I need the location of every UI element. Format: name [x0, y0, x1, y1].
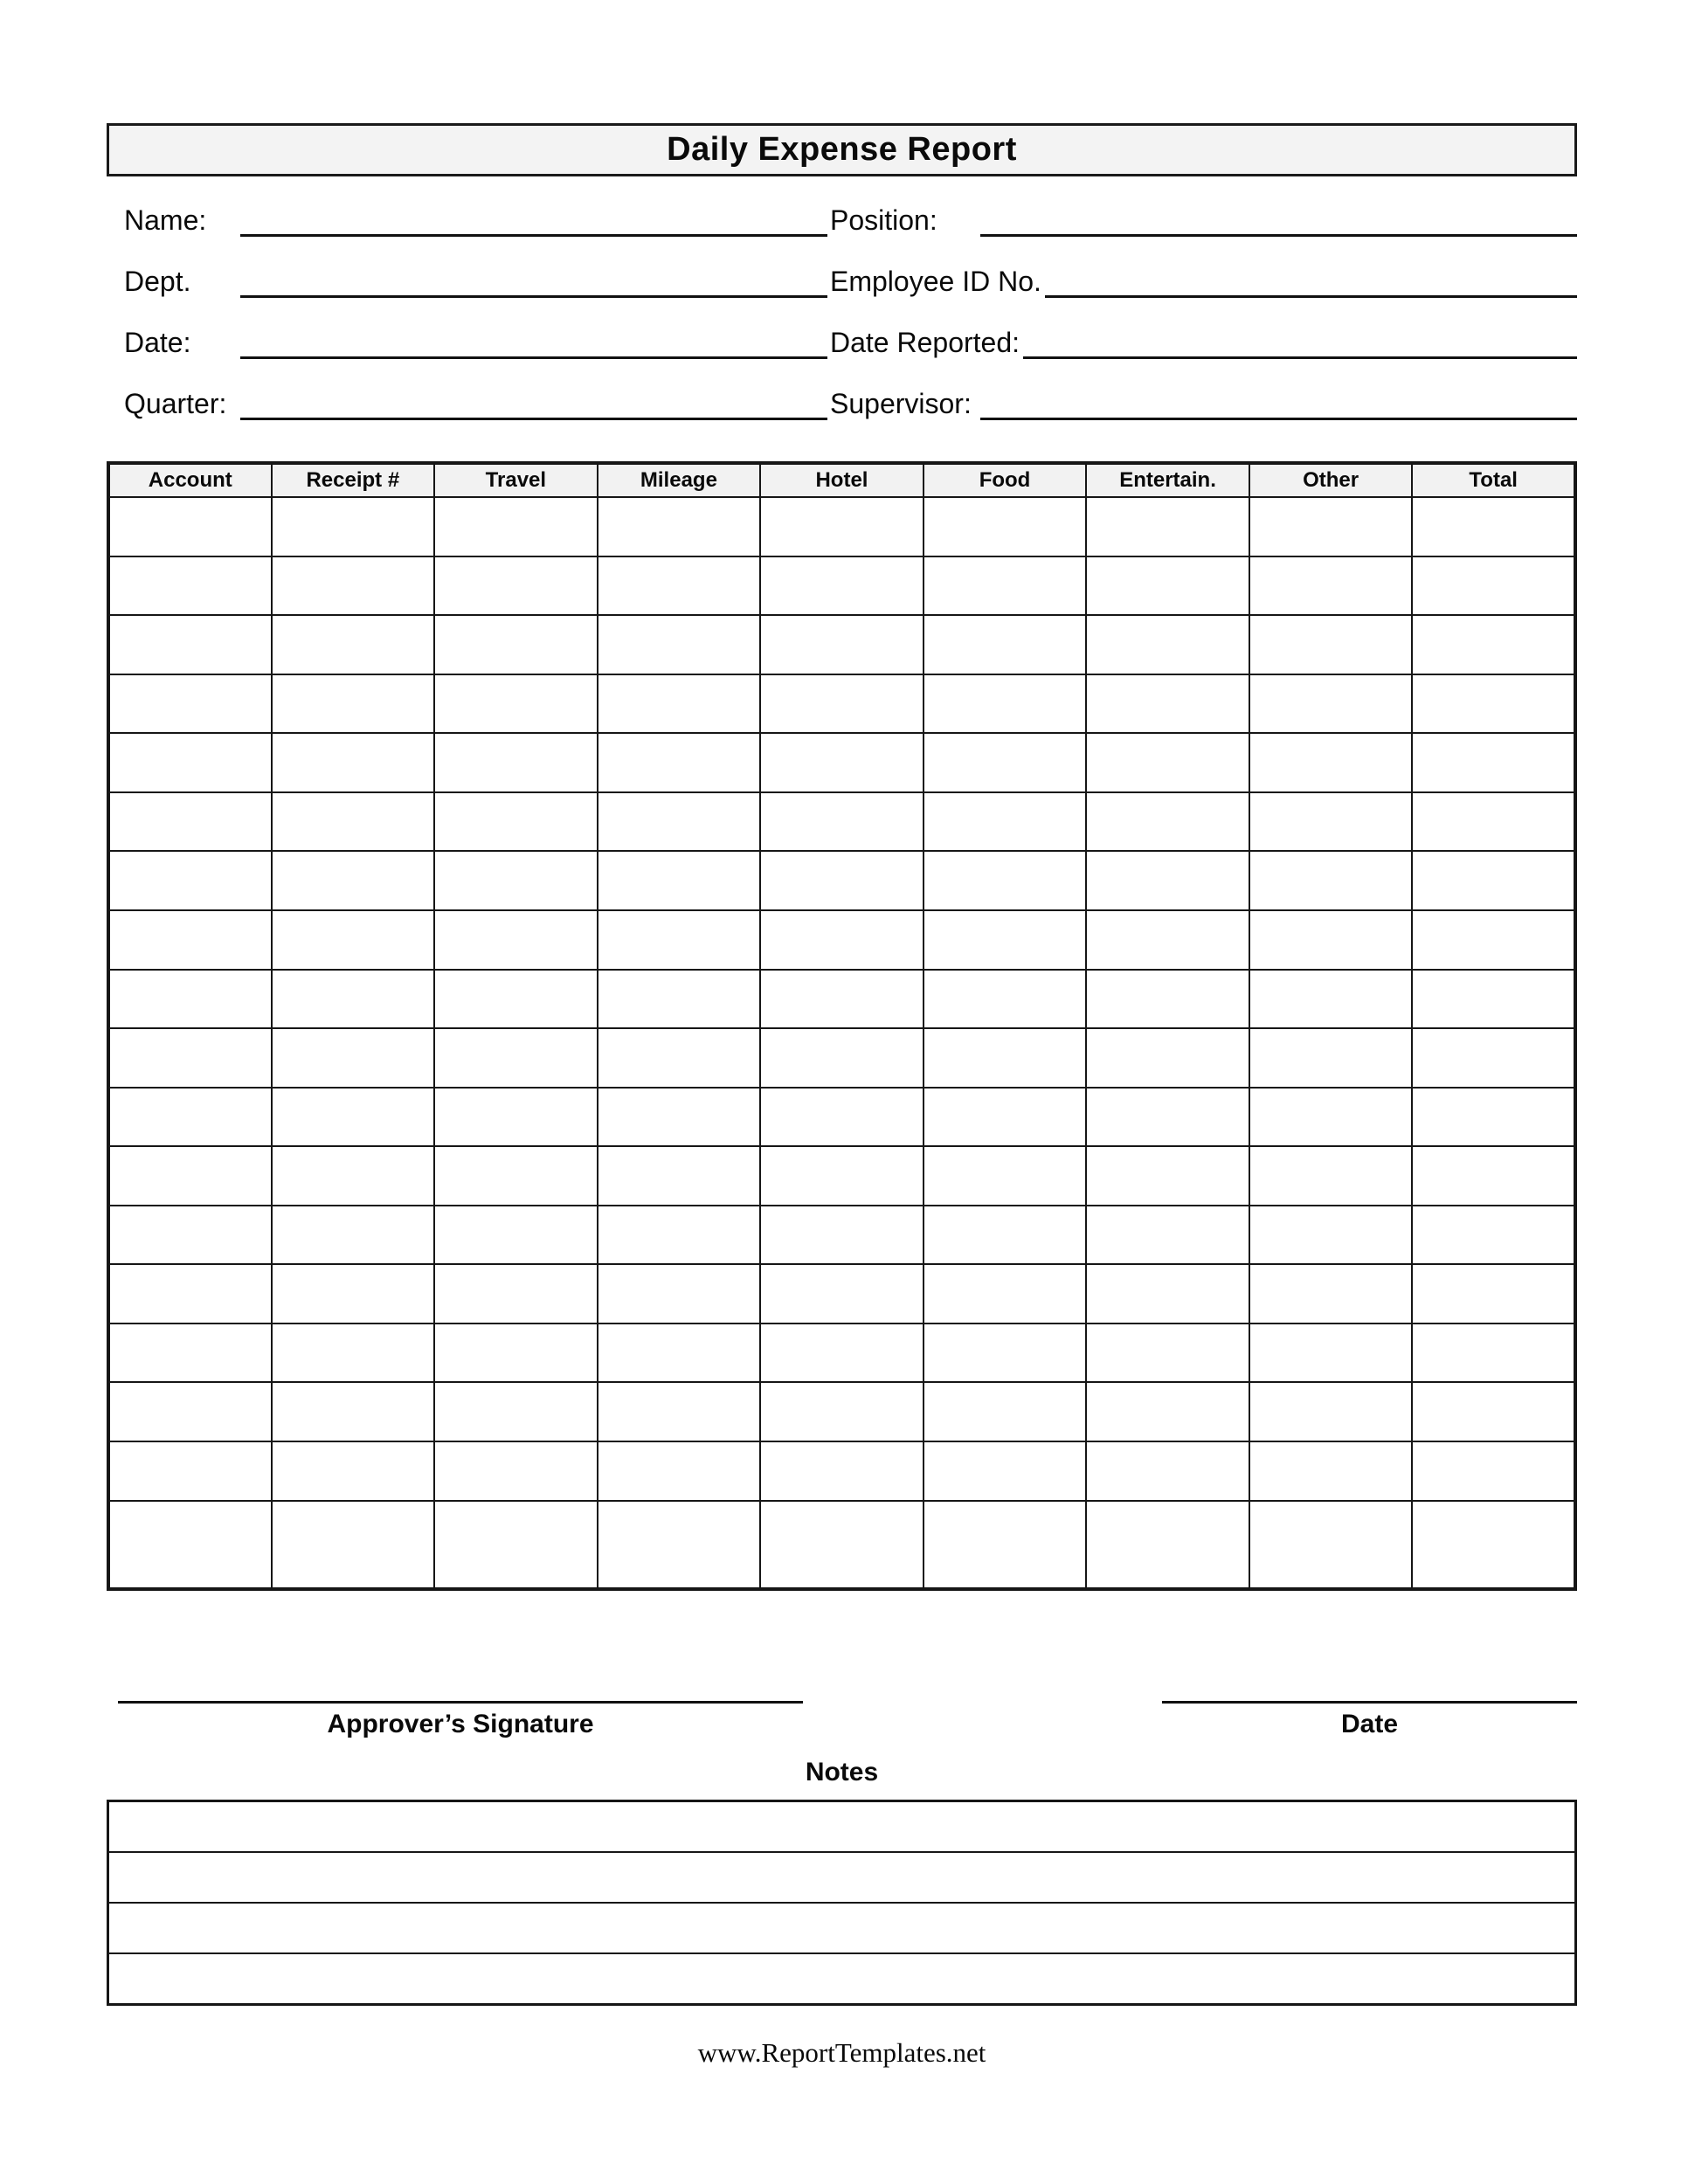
table-cell[interactable]: [1086, 1501, 1249, 1589]
table-cell[interactable]: [434, 1206, 598, 1265]
table-cell[interactable]: [434, 910, 598, 970]
signature-date-line[interactable]: [1162, 1701, 1577, 1704]
table-cell[interactable]: [1412, 497, 1575, 556]
table-row: [108, 556, 1575, 616]
table-cell[interactable]: [1086, 1146, 1249, 1206]
table-cell[interactable]: [760, 910, 924, 970]
table-cell[interactable]: [598, 1324, 761, 1383]
notes-line[interactable]: [109, 1904, 1574, 1954]
table-cell[interactable]: [272, 970, 435, 1029]
table-cell[interactable]: [598, 851, 761, 910]
notes-line[interactable]: [109, 1802, 1574, 1853]
date-field: [124, 317, 827, 359]
table-cell[interactable]: [1249, 1501, 1413, 1589]
table-cell[interactable]: [108, 851, 272, 910]
table-cell[interactable]: [924, 1206, 1087, 1265]
table-cell[interactable]: [598, 910, 761, 970]
table-cell[interactable]: [1086, 970, 1249, 1029]
table-cell[interactable]: [1249, 1146, 1413, 1206]
approver-signature-line[interactable]: [118, 1701, 803, 1704]
notes-box: [107, 1800, 1577, 2006]
table-cell[interactable]: [1086, 910, 1249, 970]
table-row: [108, 497, 1575, 556]
expense-table-body: [108, 497, 1575, 1589]
table-cell[interactable]: [598, 1501, 761, 1589]
dept-field: [124, 256, 827, 298]
table-cell[interactable]: [598, 497, 761, 556]
table-cell[interactable]: [598, 674, 761, 734]
supervisor-label: Supervisor:: [830, 388, 972, 419]
table-cell[interactable]: [760, 1264, 924, 1324]
table-cell[interactable]: [1412, 1146, 1575, 1206]
table-cell[interactable]: [272, 1501, 435, 1589]
table-cell[interactable]: [924, 1146, 1087, 1206]
table-cell[interactable]: [272, 497, 435, 556]
supervisor-input-line[interactable]: [980, 378, 1577, 420]
table-cell[interactable]: [1249, 792, 1413, 852]
table-row: [108, 1028, 1575, 1088]
table-cell[interactable]: [1412, 674, 1575, 734]
table-cell[interactable]: [924, 1088, 1087, 1147]
table-row: [108, 792, 1575, 852]
table-cell[interactable]: [924, 556, 1087, 616]
position-field: [830, 195, 1577, 237]
table-cell[interactable]: [760, 674, 924, 734]
page-title: Daily Expense Report: [667, 131, 1017, 168]
table-cell[interactable]: [434, 1501, 598, 1589]
column-header-entertain: Entertain.: [1086, 463, 1249, 497]
table-cell[interactable]: [272, 1382, 435, 1441]
quarter-input-line[interactable]: [240, 378, 827, 420]
table-cell[interactable]: [1412, 910, 1575, 970]
table-cell[interactable]: [924, 1382, 1087, 1441]
table-cell[interactable]: [760, 1088, 924, 1147]
table-cell[interactable]: [760, 1441, 924, 1501]
date-reported-field: [830, 317, 1577, 359]
table-cell[interactable]: [1412, 556, 1575, 616]
table-cell[interactable]: [1249, 1088, 1413, 1147]
table-cell[interactable]: [1249, 1264, 1413, 1324]
name-field: [124, 195, 827, 237]
table-cell[interactable]: [598, 1441, 761, 1501]
table-row: [108, 1382, 1575, 1441]
table-cell[interactable]: [1249, 1324, 1413, 1383]
table-cell[interactable]: [598, 792, 761, 852]
column-header-food: Food: [924, 463, 1087, 497]
table-cell[interactable]: [924, 910, 1087, 970]
table-cell[interactable]: [1086, 556, 1249, 616]
table-cell[interactable]: [272, 1441, 435, 1501]
approver-signature-label: Approver’s Signature: [327, 1710, 594, 1738]
column-header-hotel: Hotel: [760, 463, 924, 497]
table-cell[interactable]: [1412, 792, 1575, 852]
table-row: [108, 674, 1575, 734]
table-cell[interactable]: [760, 1206, 924, 1265]
table-cell[interactable]: [760, 733, 924, 792]
table-cell[interactable]: [598, 1028, 761, 1088]
table-row: [108, 1146, 1575, 1206]
table-cell[interactable]: [272, 615, 435, 674]
form-row-quarter-supervisor: [124, 378, 1577, 420]
table-cell[interactable]: [434, 1382, 598, 1441]
table-cell[interactable]: [1249, 1206, 1413, 1265]
name-input-line[interactable]: [240, 195, 827, 237]
table-cell[interactable]: [108, 1028, 272, 1088]
table-cell[interactable]: [760, 497, 924, 556]
table-row: [108, 1264, 1575, 1324]
column-header-total: Total: [1412, 463, 1575, 497]
table-cell[interactable]: [760, 1028, 924, 1088]
table-cell[interactable]: [108, 556, 272, 616]
table-cell[interactable]: [1086, 1441, 1249, 1501]
table-cell[interactable]: [1249, 733, 1413, 792]
table-cell[interactable]: [272, 851, 435, 910]
table-cell[interactable]: [760, 851, 924, 910]
notes-heading: Notes: [805, 1758, 879, 1787]
signature-date-label: Date: [1340, 1710, 1399, 1738]
table-row: [108, 1088, 1575, 1147]
footer-website: www.ReportTemplates.net: [697, 2037, 986, 2068]
table-cell[interactable]: [108, 1382, 272, 1441]
table-cell[interactable]: [272, 1264, 435, 1324]
table-cell[interactable]: [924, 733, 1087, 792]
table-cell[interactable]: [108, 910, 272, 970]
table-row: [108, 1324, 1575, 1383]
dept-label: Dept.: [124, 266, 191, 297]
table-cell[interactable]: [1086, 733, 1249, 792]
form-row-date-datereported: [124, 317, 1577, 359]
table-cell[interactable]: [434, 1324, 598, 1383]
table-cell[interactable]: [434, 733, 598, 792]
table-cell[interactable]: [1249, 1382, 1413, 1441]
table-cell[interactable]: [1412, 1088, 1575, 1147]
table-cell[interactable]: [272, 1324, 435, 1383]
column-header-account: Account: [108, 463, 272, 497]
table-cell[interactable]: [924, 970, 1087, 1029]
table-cell[interactable]: [1086, 792, 1249, 852]
table-cell[interactable]: [598, 615, 761, 674]
table-cell[interactable]: [434, 1028, 598, 1088]
table-cell[interactable]: [1412, 1501, 1575, 1589]
notes-line[interactable]: [109, 1954, 1574, 2003]
position-input-line[interactable]: [980, 195, 1577, 237]
table-cell[interactable]: [108, 1441, 272, 1501]
table-cell[interactable]: [272, 1088, 435, 1147]
table-cell[interactable]: [434, 1264, 598, 1324]
date-label: Date:: [124, 327, 191, 358]
table-cell[interactable]: [1412, 851, 1575, 910]
name-label: Name:: [124, 204, 207, 236]
expense-table: [107, 461, 1577, 1591]
table-row: [108, 1441, 1575, 1501]
table-cell[interactable]: [598, 1088, 761, 1147]
table-cell[interactable]: [1249, 851, 1413, 910]
table-cell[interactable]: [1412, 733, 1575, 792]
table-cell[interactable]: [760, 1146, 924, 1206]
table-cell[interactable]: [434, 851, 598, 910]
table-cell[interactable]: [1249, 556, 1413, 616]
table-row: [108, 1501, 1575, 1589]
table-cell[interactable]: [760, 1501, 924, 1589]
table-row: [108, 615, 1575, 674]
table-cell[interactable]: [1086, 1028, 1249, 1088]
position-label: Position:: [830, 204, 937, 236]
table-cell[interactable]: [434, 615, 598, 674]
table-cell[interactable]: [108, 497, 272, 556]
table-cell[interactable]: [924, 497, 1087, 556]
table-cell[interactable]: [598, 556, 761, 616]
table-cell[interactable]: [924, 851, 1087, 910]
table-cell[interactable]: [1412, 1324, 1575, 1383]
table-cell[interactable]: [1412, 1028, 1575, 1088]
table-cell[interactable]: [1412, 615, 1575, 674]
table-cell[interactable]: [760, 1324, 924, 1383]
table-cell[interactable]: [1086, 1264, 1249, 1324]
table-cell[interactable]: [1412, 1264, 1575, 1324]
table-cell[interactable]: [434, 556, 598, 616]
table-cell[interactable]: [760, 556, 924, 616]
table-cell[interactable]: [924, 1264, 1087, 1324]
table-cell[interactable]: [1086, 497, 1249, 556]
table-row: [108, 1206, 1575, 1265]
expense-table-header-row: [108, 463, 1575, 497]
table-cell[interactable]: [108, 1206, 272, 1265]
table-cell[interactable]: [108, 1146, 272, 1206]
table-cell[interactable]: [272, 1028, 435, 1088]
table-cell[interactable]: [598, 1146, 761, 1206]
table-cell[interactable]: [434, 970, 598, 1029]
dept-input-line[interactable]: [240, 256, 827, 298]
table-row: [108, 910, 1575, 970]
quarter-field: [124, 378, 827, 420]
table-cell[interactable]: [108, 970, 272, 1029]
table-cell[interactable]: [272, 556, 435, 616]
table-cell[interactable]: [598, 1382, 761, 1441]
table-row: [108, 851, 1575, 910]
table-cell[interactable]: [1249, 1028, 1413, 1088]
supervisor-field: [830, 378, 1577, 420]
table-cell[interactable]: [1249, 615, 1413, 674]
table-cell[interactable]: [272, 1146, 435, 1206]
table-cell[interactable]: [924, 674, 1087, 734]
table-cell[interactable]: [272, 733, 435, 792]
table-cell[interactable]: [1249, 674, 1413, 734]
table-cell[interactable]: [760, 792, 924, 852]
table-cell[interactable]: [1412, 1382, 1575, 1441]
table-cell[interactable]: [1249, 970, 1413, 1029]
employee-id-input-line[interactable]: [1045, 256, 1577, 298]
table-cell[interactable]: [1086, 615, 1249, 674]
employee-id-field: [830, 256, 1577, 298]
notes-line[interactable]: [109, 1853, 1574, 1904]
table-cell[interactable]: [272, 910, 435, 970]
column-header-travel: Travel: [434, 463, 598, 497]
quarter-label: Quarter:: [124, 388, 227, 419]
table-cell[interactable]: [1086, 1088, 1249, 1147]
table-cell[interactable]: [1249, 1441, 1413, 1501]
date-reported-input-line[interactable]: [1023, 317, 1577, 359]
table-cell[interactable]: [598, 970, 761, 1029]
table-cell[interactable]: [760, 1382, 924, 1441]
table-cell[interactable]: [1086, 674, 1249, 734]
table-cell[interactable]: [1086, 851, 1249, 910]
table-cell[interactable]: [434, 674, 598, 734]
form-row-name-position: [124, 195, 1577, 237]
table-cell[interactable]: [108, 1088, 272, 1147]
table-cell[interactable]: [434, 1088, 598, 1147]
table-cell[interactable]: [924, 1501, 1087, 1589]
table-cell[interactable]: [434, 1146, 598, 1206]
table-cell[interactable]: [272, 674, 435, 734]
column-header-receipt: Receipt #: [272, 463, 435, 497]
title-bar: [107, 123, 1577, 176]
table-cell[interactable]: [1086, 1382, 1249, 1441]
date-reported-label: Date Reported:: [830, 327, 1020, 358]
table-cell[interactable]: [760, 970, 924, 1029]
column-header-other: Other: [1249, 463, 1413, 497]
table-cell[interactable]: [434, 1441, 598, 1501]
table-cell[interactable]: [598, 1206, 761, 1265]
table-cell[interactable]: [1412, 1206, 1575, 1265]
table-cell[interactable]: [1412, 970, 1575, 1029]
table-cell[interactable]: [760, 615, 924, 674]
table-cell[interactable]: [1249, 910, 1413, 970]
employee-id-label: Employee ID No.: [830, 266, 1041, 297]
table-cell[interactable]: [434, 792, 598, 852]
table-cell[interactable]: [108, 733, 272, 792]
table-cell[interactable]: [108, 1264, 272, 1324]
table-cell[interactable]: [108, 792, 272, 852]
date-input-line[interactable]: [240, 317, 827, 359]
table-cell[interactable]: [1086, 1324, 1249, 1383]
table-cell[interactable]: [434, 497, 598, 556]
table-cell[interactable]: [924, 1441, 1087, 1501]
table-row: [108, 733, 1575, 792]
table-cell[interactable]: [924, 1324, 1087, 1383]
table-cell[interactable]: [1249, 497, 1413, 556]
table-cell[interactable]: [272, 792, 435, 852]
table-cell[interactable]: [924, 615, 1087, 674]
table-cell[interactable]: [924, 1028, 1087, 1088]
table-cell[interactable]: [1086, 1206, 1249, 1265]
table-cell[interactable]: [1412, 1441, 1575, 1501]
table-cell[interactable]: [598, 733, 761, 792]
form-row-dept-employeeid: [124, 256, 1577, 298]
table-cell[interactable]: [598, 1264, 761, 1324]
table-cell[interactable]: [108, 1501, 272, 1589]
table-cell[interactable]: [108, 1324, 272, 1383]
column-header-mileage: Mileage: [598, 463, 761, 497]
table-cell[interactable]: [108, 674, 272, 734]
table-cell[interactable]: [272, 1206, 435, 1265]
table-cell[interactable]: [924, 792, 1087, 852]
table-row: [108, 970, 1575, 1029]
table-cell[interactable]: [108, 615, 272, 674]
